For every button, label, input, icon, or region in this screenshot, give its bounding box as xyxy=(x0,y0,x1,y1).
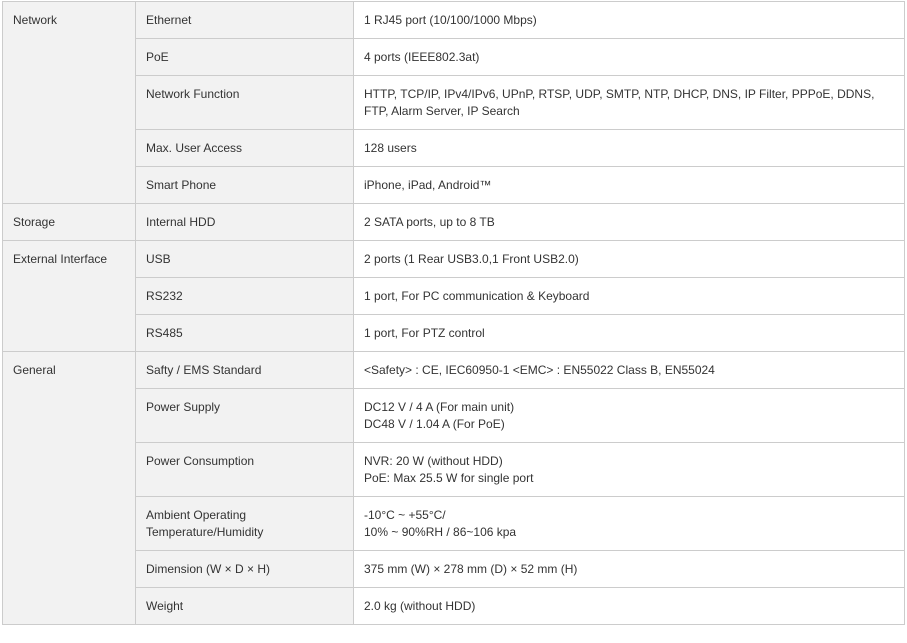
spec-value-network-function: HTTP, TCP/IP, IPv4/IPv6, UPnP, RTSP, UDP, SMTP, NTP, DHCP, DNS, IP Filter, PPPoE, DDNS, FTP, Alarm Server, IP Search xyxy=(354,76,905,130)
spec-value-ethernet: 1 RJ45 port (10/100/1000 Mbps) xyxy=(354,2,905,39)
table-row xyxy=(3,278,905,315)
spec-value-max-user-access: 128 users xyxy=(354,130,905,167)
spec-value-safety-ems: <Safety> : CE, IEC60950-1 <EMC> : EN55022 Class B, EN55024 xyxy=(354,352,905,389)
spec-value-internal-hdd: 2 SATA ports, up to 8 TB xyxy=(354,204,905,241)
spec-item-max-user-access: Max. User Access xyxy=(136,130,354,167)
table-row xyxy=(3,443,905,497)
spec-value-rs232: 1 port, For PC communication & Keyboard xyxy=(354,278,905,315)
spec-table xyxy=(2,1,905,625)
spec-item-ethernet: Ethernet xyxy=(136,2,354,39)
spec-value-power-consumption: NVR: 20 W (without HDD) PoE: Max 25.5 W for single port xyxy=(354,443,905,497)
spec-value-smart-phone: iPhone, iPad, Android™ xyxy=(354,167,905,204)
spec-item-dimension: Dimension (W × D × H) xyxy=(136,551,354,588)
spec-value-power-supply: DC12 V / 4 A (For main unit) DC48 V / 1.04 A (For PoE) xyxy=(354,389,905,443)
spec-item-rs232: RS232 xyxy=(136,278,354,315)
category-network: Network xyxy=(3,2,136,204)
spec-item-usb: USB xyxy=(136,241,354,278)
spec-item-internal-hdd: Internal HDD xyxy=(136,204,354,241)
spec-value-ambient-operating: -10°C ~ +55°C/ 10% ~ 90%RH / 86~106 kpa xyxy=(354,497,905,551)
table-row xyxy=(3,241,905,278)
category-general: General xyxy=(3,352,136,625)
spec-item-smart-phone: Smart Phone xyxy=(136,167,354,204)
table-row xyxy=(3,39,905,76)
category-storage: Storage xyxy=(3,204,136,241)
table-row xyxy=(3,204,905,241)
spec-value-dimension: 375 mm (W) × 278 mm (D) × 52 mm (H) xyxy=(354,551,905,588)
table-row xyxy=(3,167,905,204)
spec-item-ambient-operating: Ambient Operating Temperature/Humidity xyxy=(136,497,354,551)
spec-item-safety-ems: Safty / EMS Standard xyxy=(136,352,354,389)
spec-item-power-consumption: Power Consumption xyxy=(136,443,354,497)
spec-value-rs485: 1 port, For PTZ control xyxy=(354,315,905,352)
table-row xyxy=(3,352,905,389)
table-row xyxy=(3,2,905,39)
table-row xyxy=(3,130,905,167)
spec-value-poe: 4 ports (IEEE802.3at) xyxy=(354,39,905,76)
table-row xyxy=(3,76,905,130)
spec-item-rs485: RS485 xyxy=(136,315,354,352)
table-row xyxy=(3,497,905,551)
spec-value-usb: 2 ports (1 Rear USB3.0,1 Front USB2.0) xyxy=(354,241,905,278)
spec-item-network-function: Network Function xyxy=(136,76,354,130)
spec-value-weight: 2.0 kg (without HDD) xyxy=(354,588,905,625)
table-row xyxy=(3,389,905,443)
spec-item-poe: PoE xyxy=(136,39,354,76)
table-row xyxy=(3,551,905,588)
spec-item-weight: Weight xyxy=(136,588,354,625)
table-row xyxy=(3,588,905,625)
spec-item-power-supply: Power Supply xyxy=(136,389,354,443)
table-row xyxy=(3,315,905,352)
category-external-interface: External Interface xyxy=(3,241,136,352)
